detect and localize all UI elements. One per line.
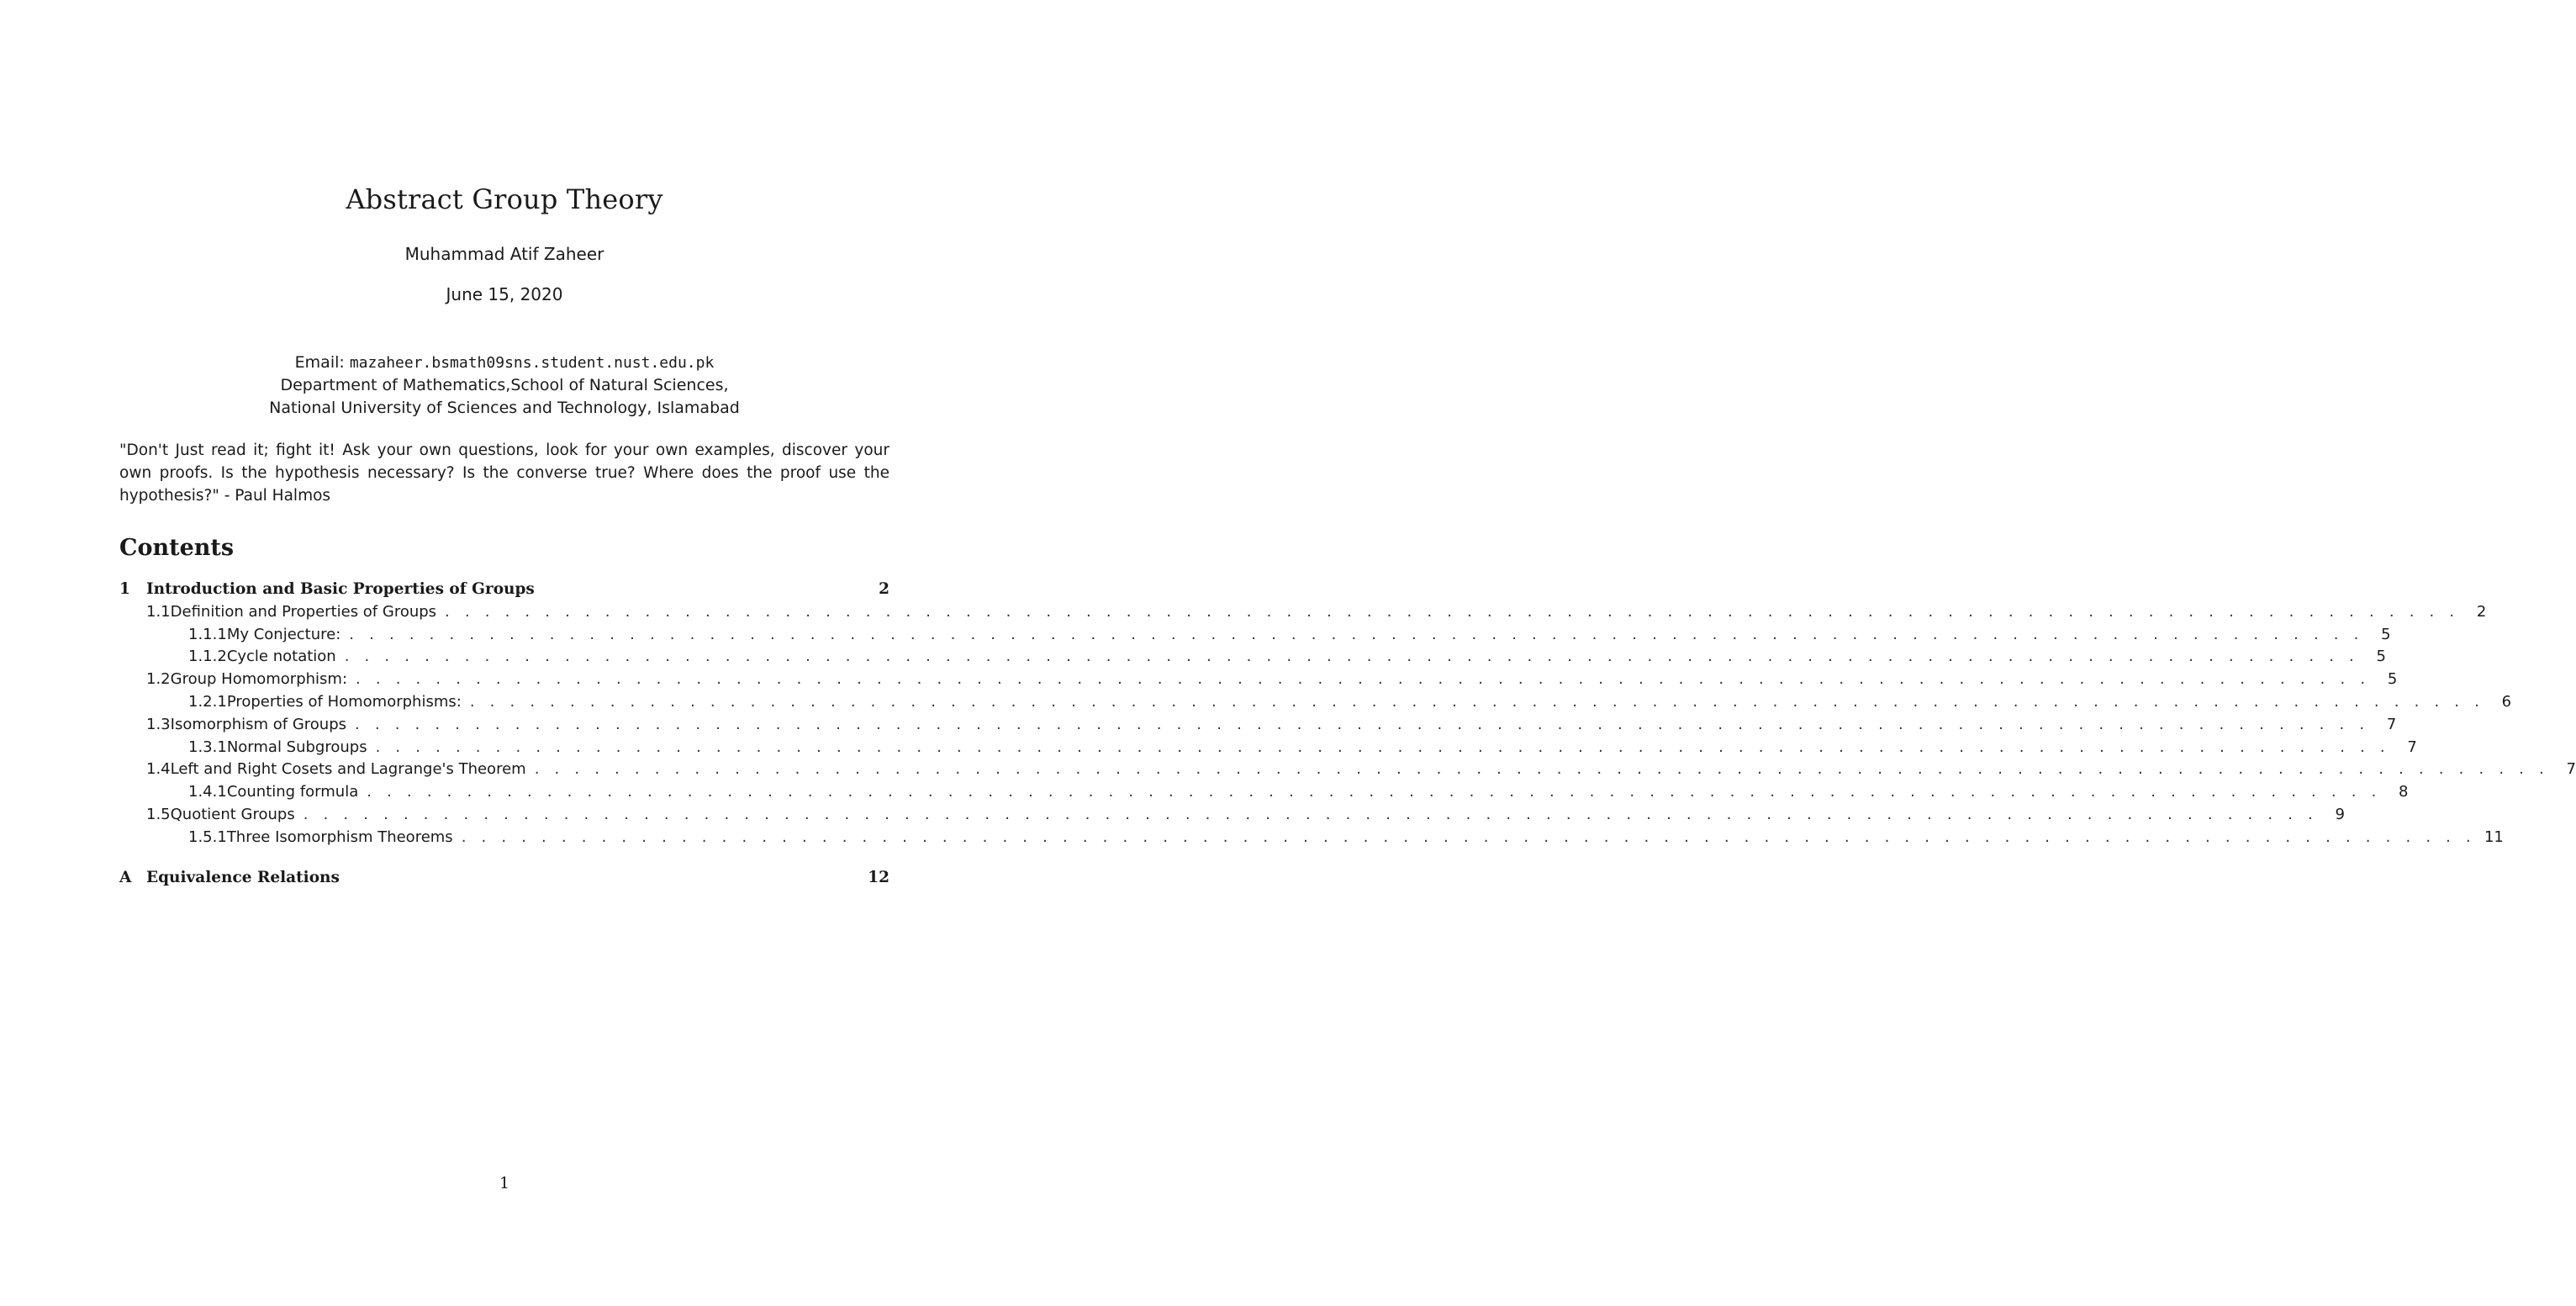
- toc-entry-title: Equivalence Relations: [146, 868, 340, 886]
- toc-entry-title: Properties of Homomorphisms:: [226, 692, 462, 711]
- toc-entry-number: 1.5: [146, 805, 171, 823]
- toc-entry-number: 1.1.2: [188, 648, 227, 666]
- toc-entry-page: 5: [2381, 625, 2391, 643]
- toc-entry[interactable]: [119, 760, 2576, 783]
- toc-entry-number: 1.1: [146, 602, 171, 621]
- toc-dot-leader: . . . . . . . . . . . . . . . . . . . . . . . . . . . . . . . . . . . . . . . . . . . . . . . . . . . . . . . . . . . . . . . . . . . . . . . . . . . . . . . . . . . . . . . . . . . . . . . . . . . . .: [355, 715, 2370, 733]
- toc-dot-leader: . . . . . . . . . . . . . . . . . . . . . . . . . . . . . . . . . . . . . . . . . . . . . . . . . . . . . . . . . . . . . . . . . . . . . . . . . . . . . . . . . . . . . . . . . . . . . . . . . . . . .: [349, 625, 2364, 643]
- toc-entry-page: 8: [2399, 783, 2409, 801]
- page-number: 1: [499, 1174, 510, 1192]
- toc-entry-page: 12: [868, 868, 889, 886]
- toc-entry-title: Cycle notation: [226, 648, 336, 666]
- toc-entry-title: Normal Subgroups: [226, 738, 367, 756]
- toc-entry-number: 1.2: [146, 670, 171, 689]
- toc-entry[interactable]: [119, 580, 889, 603]
- toc-entry-title: Three Isomorphism Theorems: [226, 827, 453, 846]
- toc-entry-page: 7: [2566, 760, 2576, 779]
- toc-entry-number: 1: [119, 580, 130, 598]
- toc-entry-title: Definition and Properties of Groups: [170, 602, 437, 621]
- toc-entry[interactable]: [119, 670, 2398, 693]
- toc-entry[interactable]: [119, 625, 2391, 648]
- toc-entry-page: 9: [2335, 805, 2345, 823]
- toc-dot-leader: . . . . . . . . . . . . . . . . . . . . . . . . . . . . . . . . . . . . . . . . . . . . . . . . . . . . . . . . . . . . . . . . . . . . . . . . . . . . . . . . . . . . . . . . . . . . . . . . . . . . .: [469, 692, 2485, 711]
- toc-entry-number: A: [119, 868, 132, 886]
- toc-dot-leader: . . . . . . . . . . . . . . . . . . . . . . . . . . . . . . . . . . . . . . . . . . . . . . . . . . . . . . . . . . . . . . . . . . . . . . . . . . . . . . . . . . . . . . . . . . . . . . . . . . . . .: [367, 783, 2382, 801]
- toc-entry-title: Introduction and Basic Properties of Groups: [146, 580, 535, 598]
- toc-entry-number: 1.2.1: [188, 692, 227, 711]
- document-title: Abstract Group Theory: [346, 183, 663, 215]
- toc-entry-number: 1.4: [146, 760, 171, 779]
- contents-heading: Contents: [119, 535, 235, 561]
- toc-entry[interactable]: [119, 602, 2487, 626]
- toc-entry-title: My Conjecture:: [226, 625, 341, 643]
- toc-entry-page: 11: [2484, 827, 2504, 846]
- toc-dot-leader: . . . . . . . . . . . . . . . . . . . . . . . . . . . . . . . . . . . . . . . . . . . . . . . . . . . . . . . . . . . . . . . . . . . . . . . . . . . . . . . . . . . . . . . . . . . . . . . . . . . . .: [344, 648, 2359, 666]
- toc-entry-page: 2: [879, 580, 889, 598]
- document-date: June 15, 2020: [446, 284, 563, 304]
- toc-entry-number: 1.3.1: [188, 738, 227, 756]
- email-line: [0, 353, 1009, 372]
- toc-entry[interactable]: [119, 869, 889, 891]
- author-name: Muhammad Atif Zaheer: [404, 244, 604, 264]
- toc-entry-title: Left and Right Cosets and Lagrange's Theorem: [170, 760, 526, 779]
- email-label: Email:: [294, 353, 345, 372]
- toc-entry-page: 2: [2476, 602, 2487, 621]
- toc-entry[interactable]: [119, 805, 2345, 828]
- toc-entry-page: 5: [2387, 670, 2398, 689]
- toc-entry-title: Isomorphism of Groups: [170, 715, 347, 733]
- toc-entry-title: Quotient Groups: [170, 805, 295, 823]
- toc-entry-number: 1.1.1: [188, 625, 227, 643]
- toc-entry-page: 5: [2376, 648, 2386, 666]
- toc-entry-number: 1.4.1: [188, 783, 227, 801]
- table-of-contents: [119, 580, 2576, 891]
- toc-entry[interactable]: [119, 738, 2417, 761]
- toc-dot-leader: . . . . . . . . . . . . . . . . . . . . . . . . . . . . . . . . . . . . . . . . . . . . . . . . . . . . . . . . . . . . . . . . . . . . . . . . . . . . . . . . . . . . . . . . . . . . . . . . . . . . .: [303, 805, 2318, 823]
- department-line: Department of Mathematics,School of Natural Sciences,: [280, 376, 729, 394]
- toc-dot-leader: . . . . . . . . . . . . . . . . . . . . . . . . . . . . . . . . . . . . . . . . . . . . . . . . . . . . . . . . . . . . . . . . . . . . . . . . . . . . . . . . . . . . . . . . . . . . . . . . . . . . .: [534, 760, 2549, 779]
- toc-entry-number: 1.3: [146, 715, 171, 733]
- toc-entry-title: Counting formula: [226, 783, 359, 801]
- epigraph-quote: "Don't Just read it; fight it! Ask your own questions, look for your own examples, discover your own proofs. Is the hypothesis necessary? Is the converse true? Where does the proof use the hypothesis?" - Paul Halmos: [119, 442, 889, 505]
- toc-entry-page: 6: [2501, 692, 2512, 711]
- toc-dot-leader: . . . . . . . . . . . . . . . . . . . . . . . . . . . . . . . . . . . . . . . . . . . . . . . . . . . . . . . . . . . . . . . . . . . . . . . . . . . . . . . . . . . . . . . . . . . . . . . . . . . . .: [356, 670, 2371, 689]
- toc-entry-page: 7: [2386, 715, 2397, 733]
- toc-dot-leader: . . . . . . . . . . . . . . . . . . . . . . . . . . . . . . . . . . . . . . . . . . . . . . . . . . . . . . . . . . . . . . . . . . . . . . . . . . . . . . . . . . . . . . . . . . . . . . . . . . . . .: [445, 602, 2460, 621]
- toc-entry-title: Group Homomorphism:: [170, 670, 348, 689]
- toc-entry[interactable]: [119, 692, 2512, 716]
- toc-dot-leader: . . . . . . . . . . . . . . . . . . . . . . . . . . . . . . . . . . . . . . . . . . . . . . . . . . . . . . . . . . . . . . . . . . . . . . . . . . . . . . . . . . . . . . . . . . . . . . . . . . . . .: [375, 738, 2390, 756]
- toc-entry-page: 7: [2407, 738, 2417, 756]
- toc-entry[interactable]: [119, 783, 2409, 806]
- university-line: National University of Sciences and Technology, Islamabad: [269, 399, 740, 417]
- toc-entry[interactable]: [119, 827, 2504, 851]
- toc-entry[interactable]: [119, 715, 2397, 738]
- toc-dot-leader: . . . . . . . . . . . . . . . . . . . . . . . . . . . . . . . . . . . . . . . . . . . . . . . . . . . . . . . . . . . . . . . . . . . . . . . . . . . . . . . . . . . . . . . . . . . . . . . . . . . . .: [461, 827, 2476, 846]
- toc-entry-number: 1.5.1: [188, 827, 227, 846]
- email-link[interactable]: mazaheer.bsmath09sns.student.nust.edu.pk: [349, 354, 715, 372]
- toc-entry[interactable]: [119, 648, 2386, 670]
